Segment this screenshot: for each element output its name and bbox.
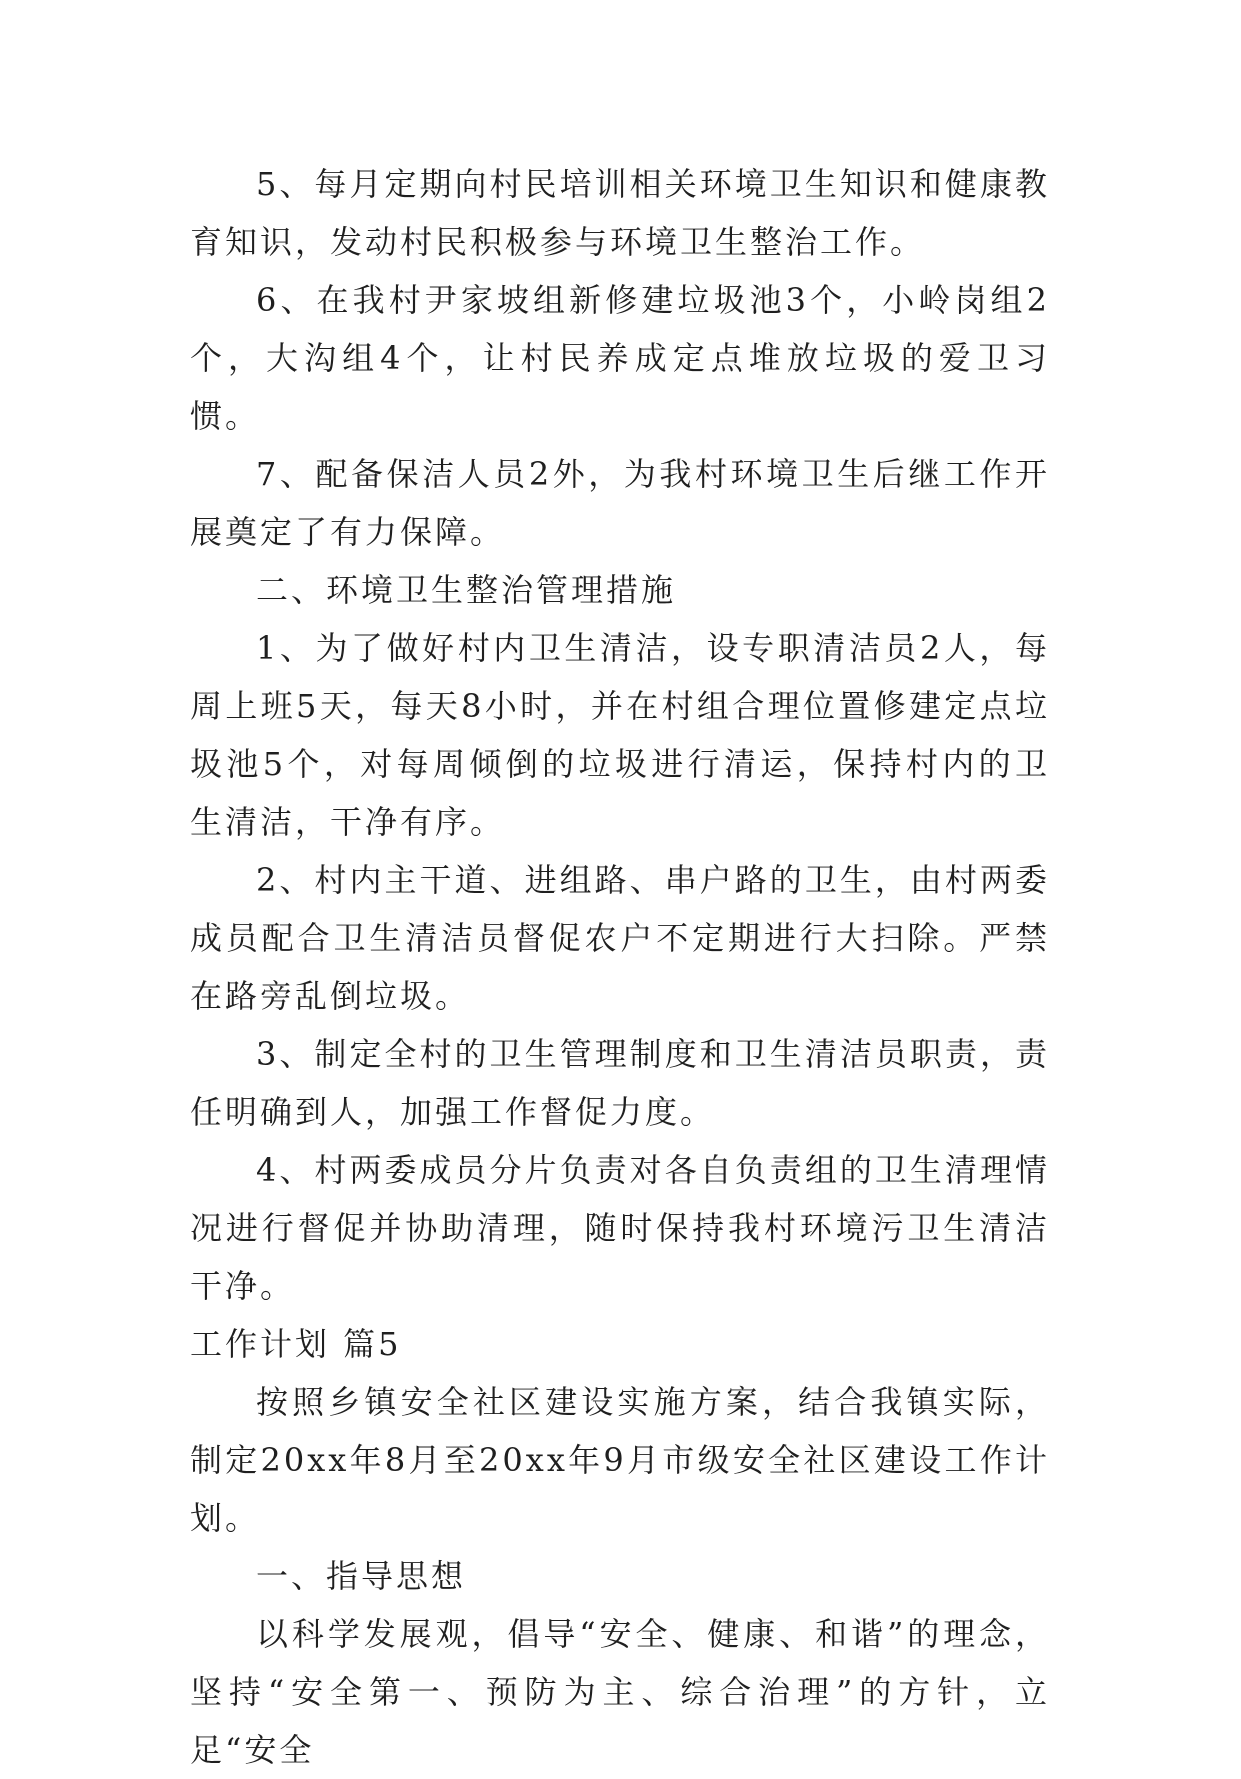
paragraph-item-6: 6、在我村尹家坡组新修建垃圾池3个，小岭岗组2个，大沟组4个，让村民养成定点堆放垃圾的爱卫习惯。 — [190, 281, 1050, 435]
section-heading-measures: 二、环境卫生整治管理措施 — [256, 571, 677, 609]
paragraph-measure-1: 1、为了做好村内卫生清洁，设专职清洁员2人，每周上班5天，每天8小时，并在村组合理位置修建定点垃圾池5个，对每周倾倒的垃圾进行清运，保持村内的卫生清洁，干净有序。 — [190, 629, 1050, 841]
paragraph-guiding-thought: 以科学发展观，倡导“安全、健康、和谐”的理念，坚持“安全第一、预防为主、综合治理”的方针，立足“安全 — [190, 1615, 1050, 1769]
paragraph-measure-2: 2、村内主干道、进组路、串户路的卫生，由村两委成员配合卫生清洁员督促农户不定期进行大扫除。严禁在路旁乱倒垃圾。 — [190, 861, 1050, 1015]
paragraph-plan-intro: 按照乡镇安全社区建设实施方案，结合我镇实际，制定20xx年8月至20xx年9月市级安全社区建设工作计划。 — [190, 1383, 1050, 1537]
paragraph-item-5: 5、每月定期向村民培训相关环境卫生知识和健康教育知识，发动村民积极参与环境卫生整治工作。 — [190, 165, 1050, 261]
paragraph-measure-4: 4、村两委成员分片负责对各自负责组的卫生清理情况进行督促并协助清理，随时保持我村环境污卫生清洁干净。 — [190, 1151, 1050, 1305]
section-heading-guiding-thought: 一、指导思想 — [256, 1557, 467, 1595]
paragraph-item-7: 7、配备保洁人员2外，为我村环境卫生后继工作开展奠定了有力保障。 — [190, 455, 1050, 551]
plan-title: 工作计划 篇5 — [190, 1325, 402, 1363]
document-body — [190, 155, 1050, 1779]
paragraph-measure-3: 3、制定全村的卫生管理制度和卫生清洁员职责，责任明确到人，加强工作督促力度。 — [190, 1035, 1050, 1131]
